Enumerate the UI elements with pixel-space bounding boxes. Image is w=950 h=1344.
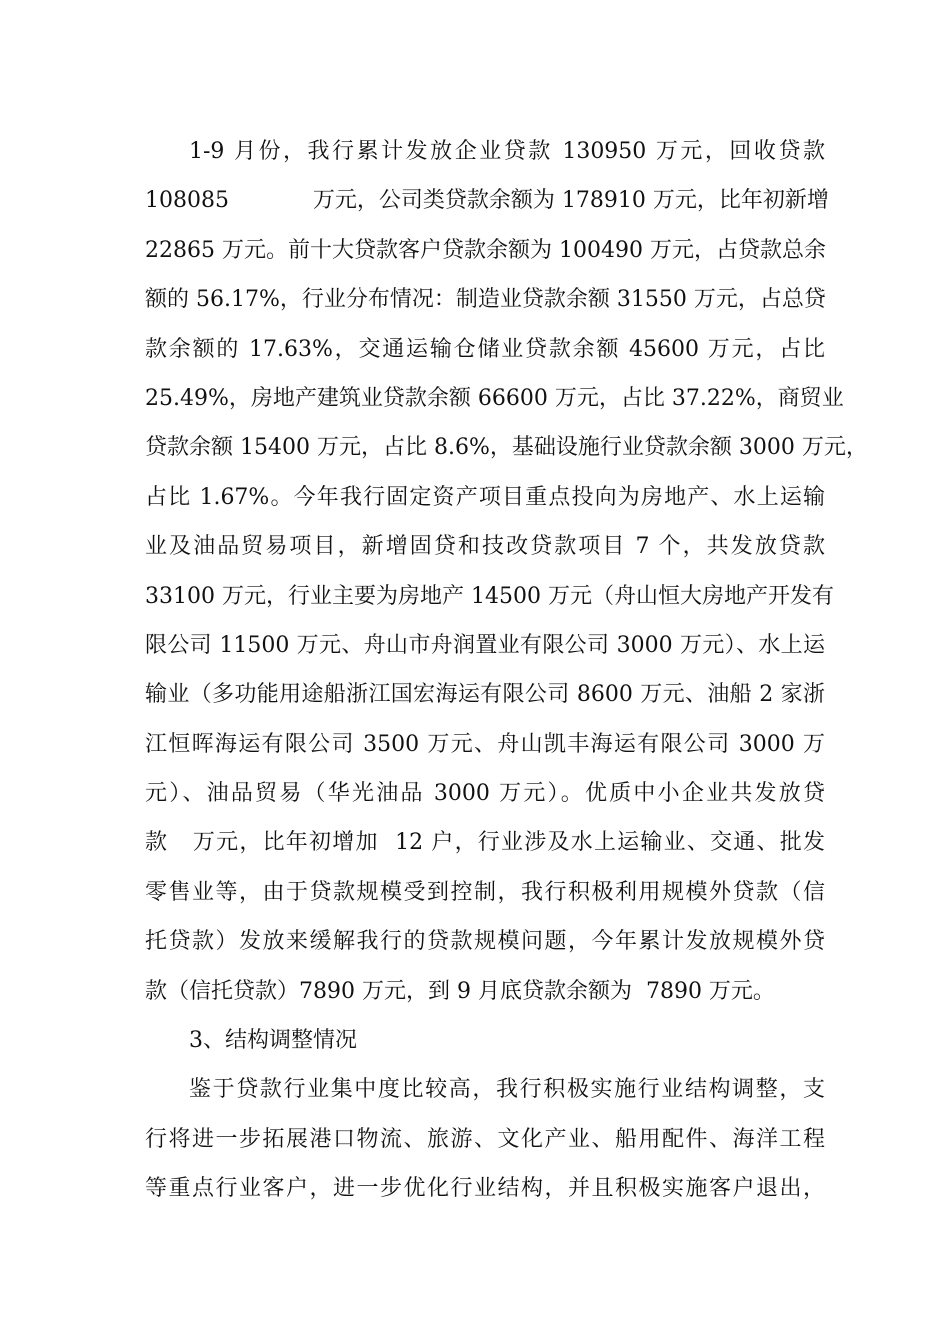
paragraph-line: 33100 万元，行业主要为房地产 14500 万元（舟山恒大房地产开发有	[145, 583, 834, 609]
paragraph-line: 贷款余额 15400 万元，占比 8.6%，基础设施行业贷款余额 3000 万元，	[145, 435, 868, 461]
paragraph-line: 占比 1.67%。今年我行固定资产项目重点投向为房地产、水上运输	[145, 484, 825, 510]
section-heading: 3、结构调整情况	[189, 1028, 357, 1054]
paragraph-line: 等重点行业客户，进一步优化行业结构，并且积极实施客户退出，	[145, 1176, 825, 1202]
loans-paragraph	[145, 127, 868, 1214]
paragraph-line: 托贷款）发放来缓解我行的贷款规模问题，今年累计发放规模外贷	[145, 929, 825, 955]
paragraph-line: 款 万元，比年初增加 12 户，行业涉及水上运输业、交通、批发	[145, 830, 825, 856]
paragraph-line: 行将进一步拓展港口物流、旅游、文化产业、船用配件、海洋工程	[145, 1126, 825, 1152]
paragraph-line: 零售业等，由于贷款规模受到控制，我行积极利用规模外贷款（信	[145, 879, 825, 905]
paragraph-line: 江恒晖海运有限公司 3500 万元、舟山凯丰海运有限公司 3000 万	[145, 731, 825, 757]
paragraph-line: 鉴于贷款行业集中度比较高，我行积极实施行业结构调整，支	[189, 1077, 825, 1103]
paragraph-line: 额的 56.17%，行业分布情况：制造业贷款余额 31550 万元，占总贷	[145, 287, 826, 313]
paragraph-line: 输业（多功能用途船浙江国宏海运有限公司 8600 万元、油船 2 家浙	[145, 682, 825, 708]
paragraph-line: 元）、油品贸易（华光油品 3000 万元）。优质中小企业共发放贷	[145, 781, 825, 807]
paragraph-line: 款余额的 17.63%，交通运输仓储业贷款余额 45600 万元，占比	[145, 336, 825, 362]
paragraph-line: 款（信托贷款）7890 万元，到 9 月底贷款余额为 7890 万元。	[145, 978, 775, 1004]
paragraph-line: 业及油品贸易项目，新增固贷和技改贷款项目 7 个，共发放贷款	[145, 534, 825, 560]
paragraph-line: 22865 万元。前十大贷款客户贷款余额为 100490 万元，占贷款总余	[145, 237, 826, 263]
paragraph-line: 限公司 11500 万元、舟山市舟润置业有限公司 3000 万元）、水上运	[145, 632, 825, 658]
paragraph-line: 108085 万元，公司类贷款余额为 178910 万元，比年初新增	[145, 188, 829, 214]
paragraph-line: 25.49%，房地产建筑业贷款余额 66600 万元，占比 37.22%，商贸业	[145, 385, 844, 411]
paragraph-line: 1-9 月份，我行累计发放企业贷款 130950 万元，回收贷款	[189, 139, 825, 164]
